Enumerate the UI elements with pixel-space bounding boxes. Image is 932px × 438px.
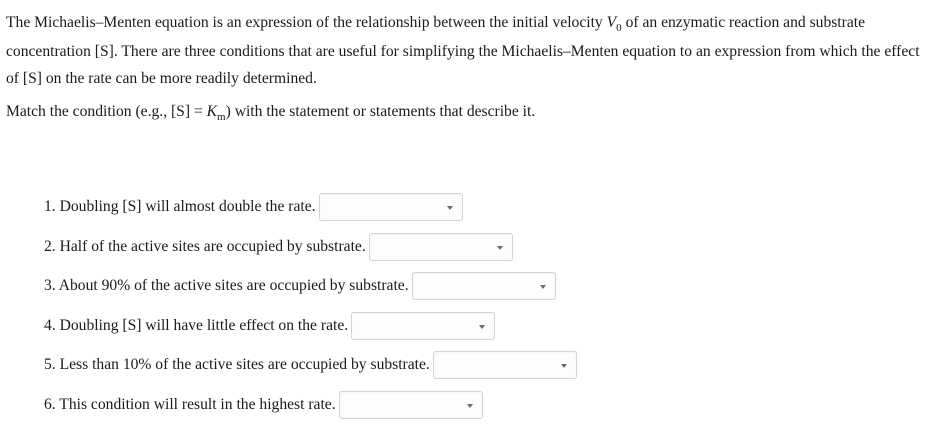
statement-row-2 [44, 233, 513, 261]
match-dropdown-3[interactable] [412, 272, 556, 300]
statement-row-4 [44, 312, 495, 340]
statement-label: 6. This condition will result in the highest rate. [44, 396, 336, 413]
question-instruction [6, 98, 535, 127]
intro-text-part2: of an enzymatic reaction and substrate concentration [S]. There are three conditions that are useful for simplifying the Michaelis–Menten equation to an expression from which the effect of [S] on the rate can be more readily determined. [6, 14, 920, 87]
chevron-down-icon [540, 285, 546, 289]
instruction-text-part1: Match the condition (e.g., [S] = [6, 103, 207, 120]
intro-text-part1: The Michaelis–Menten equation is an expression of the relationship between the initial velocity [6, 14, 607, 31]
match-dropdown-6[interactable] [339, 391, 483, 419]
km-symbol: K [206, 103, 218, 120]
statement-label: 3. About 90% of the active sites are occupied by substrate. [44, 277, 409, 294]
statement-row-5 [44, 351, 577, 379]
match-dropdown-4[interactable] [351, 312, 495, 340]
match-dropdown-2[interactable] [369, 233, 513, 261]
statement-row-1 [44, 193, 463, 221]
chevron-down-icon [497, 246, 503, 250]
statement-label: 4. Doubling [S] will have little effect on the rate. [44, 317, 349, 334]
match-dropdown-1[interactable] [319, 193, 463, 221]
instruction-text-part2: ) with the statement or statements that describe it. [225, 103, 536, 120]
velocity-symbol: V [606, 14, 617, 31]
velocity-subscript: 0 [616, 22, 622, 34]
statement-label: 1. Doubling [S] will almost double the rate. [44, 198, 316, 215]
statement-label: 5. Less than 10% of the active sites are occupied by substrate. [44, 356, 430, 373]
chevron-down-icon [561, 364, 567, 368]
statement-row-6 [44, 391, 483, 419]
match-dropdown-5[interactable] [433, 351, 577, 379]
chevron-down-icon [447, 206, 453, 210]
chevron-down-icon [467, 404, 473, 408]
question-intro [6, 9, 930, 92]
statement-label: 2. Half of the active sites are occupied by substrate. [44, 238, 366, 255]
chevron-down-icon [479, 325, 485, 329]
statement-row-3 [44, 272, 556, 300]
km-subscript: m [217, 111, 226, 123]
